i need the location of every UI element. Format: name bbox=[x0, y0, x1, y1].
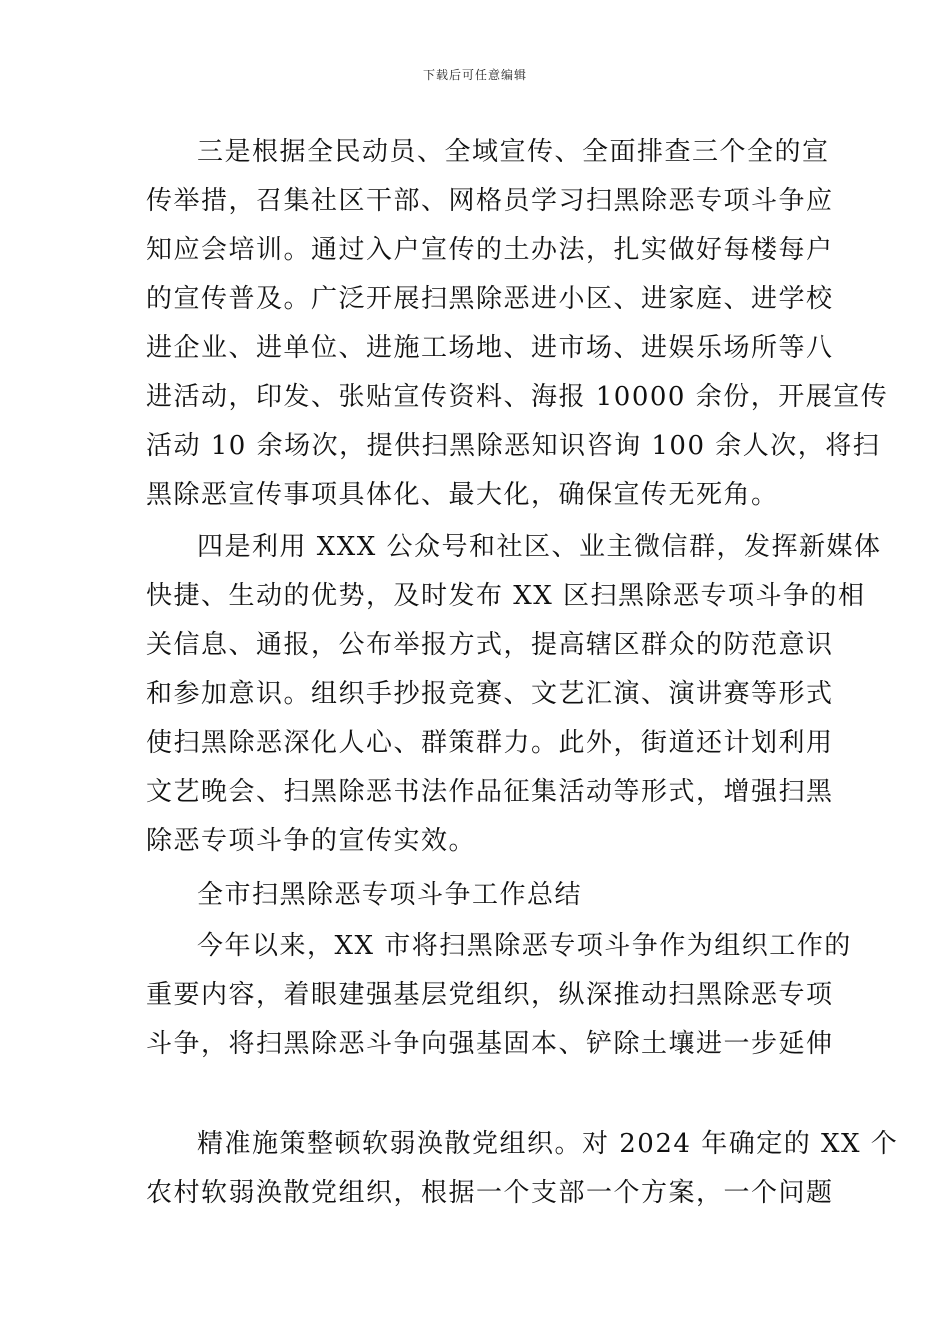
paragraph-line: 进企业、进单位、进施工场地、进市场、进娱乐场所等八 bbox=[146, 333, 834, 363]
paragraph-line: 进活动，印发、张贴宣传资料、海报 10000 余份，开展宣传 bbox=[146, 382, 889, 412]
header-note: 下载后可任意编辑 bbox=[422, 68, 527, 82]
paragraph-line: 快捷、生动的优势，及时发布 XX 区扫黑除恶专项斗争的相 bbox=[146, 581, 866, 611]
paragraph-line: 活动 10 余场次，提供扫黑除恶知识咨询 100 余人次，将扫 bbox=[146, 431, 881, 461]
paragraph-line: 重要内容，着眼建强基层党组织，纵深推动扫黑除恶专项 bbox=[146, 980, 834, 1010]
paragraph-line: 黑除恶宣传事项具体化、最大化，确保宣传无死角。 bbox=[146, 480, 779, 510]
paragraph-line: 传举措，召集社区干部、网格员学习扫黑除恶专项斗争应 bbox=[146, 186, 834, 216]
paragraph-line: 关信息、通报，公布举报方式，提高辖区群众的防范意识 bbox=[146, 630, 834, 660]
paragraph-line: 知应会培训。通过入户宣传的土办法，扎实做好每楼每户 bbox=[146, 235, 834, 265]
paragraph-line: 四是利用 XXX 公众号和社区、业主微信群，发挥新媒体 bbox=[197, 532, 882, 562]
paragraph-line: 文艺晚会、扫黑除恶书法作品征集活动等形式，增强扫黑 bbox=[146, 777, 834, 807]
paragraph-line: 使扫黑除恶深化人心、群策群力。此外，街道还计划利用 bbox=[146, 728, 834, 758]
paragraph-line: 今年以来，XX 市将扫黑除恶专项斗争作为组织工作的 bbox=[197, 931, 852, 961]
paragraph-line: 精准施策整顿软弱涣散党组织。对 2024 年确定的 XX 个 bbox=[197, 1129, 899, 1159]
paragraph-line: 农村软弱涣散党组织，根据一个支部一个方案，一个问题 bbox=[146, 1178, 834, 1208]
paragraph-line: 三是根据全民动员、全域宣传、全面排查三个全的宣 bbox=[197, 137, 830, 167]
paragraph-line: 除恶专项斗争的宣传实效。 bbox=[146, 826, 477, 856]
paragraph-line: 的宣传普及。广泛开展扫黑除恶进小区、进家庭、进学校 bbox=[146, 284, 834, 314]
paragraph-line: 斗争，将扫黑除恶斗争向强基固本、铲除土壤进一步延伸 bbox=[146, 1029, 834, 1059]
section-heading: 全市扫黑除恶专项斗争工作总结 bbox=[197, 880, 583, 910]
paragraph-line: 和参加意识。组织手抄报竞赛、文艺汇演、演讲赛等形式 bbox=[146, 679, 834, 709]
